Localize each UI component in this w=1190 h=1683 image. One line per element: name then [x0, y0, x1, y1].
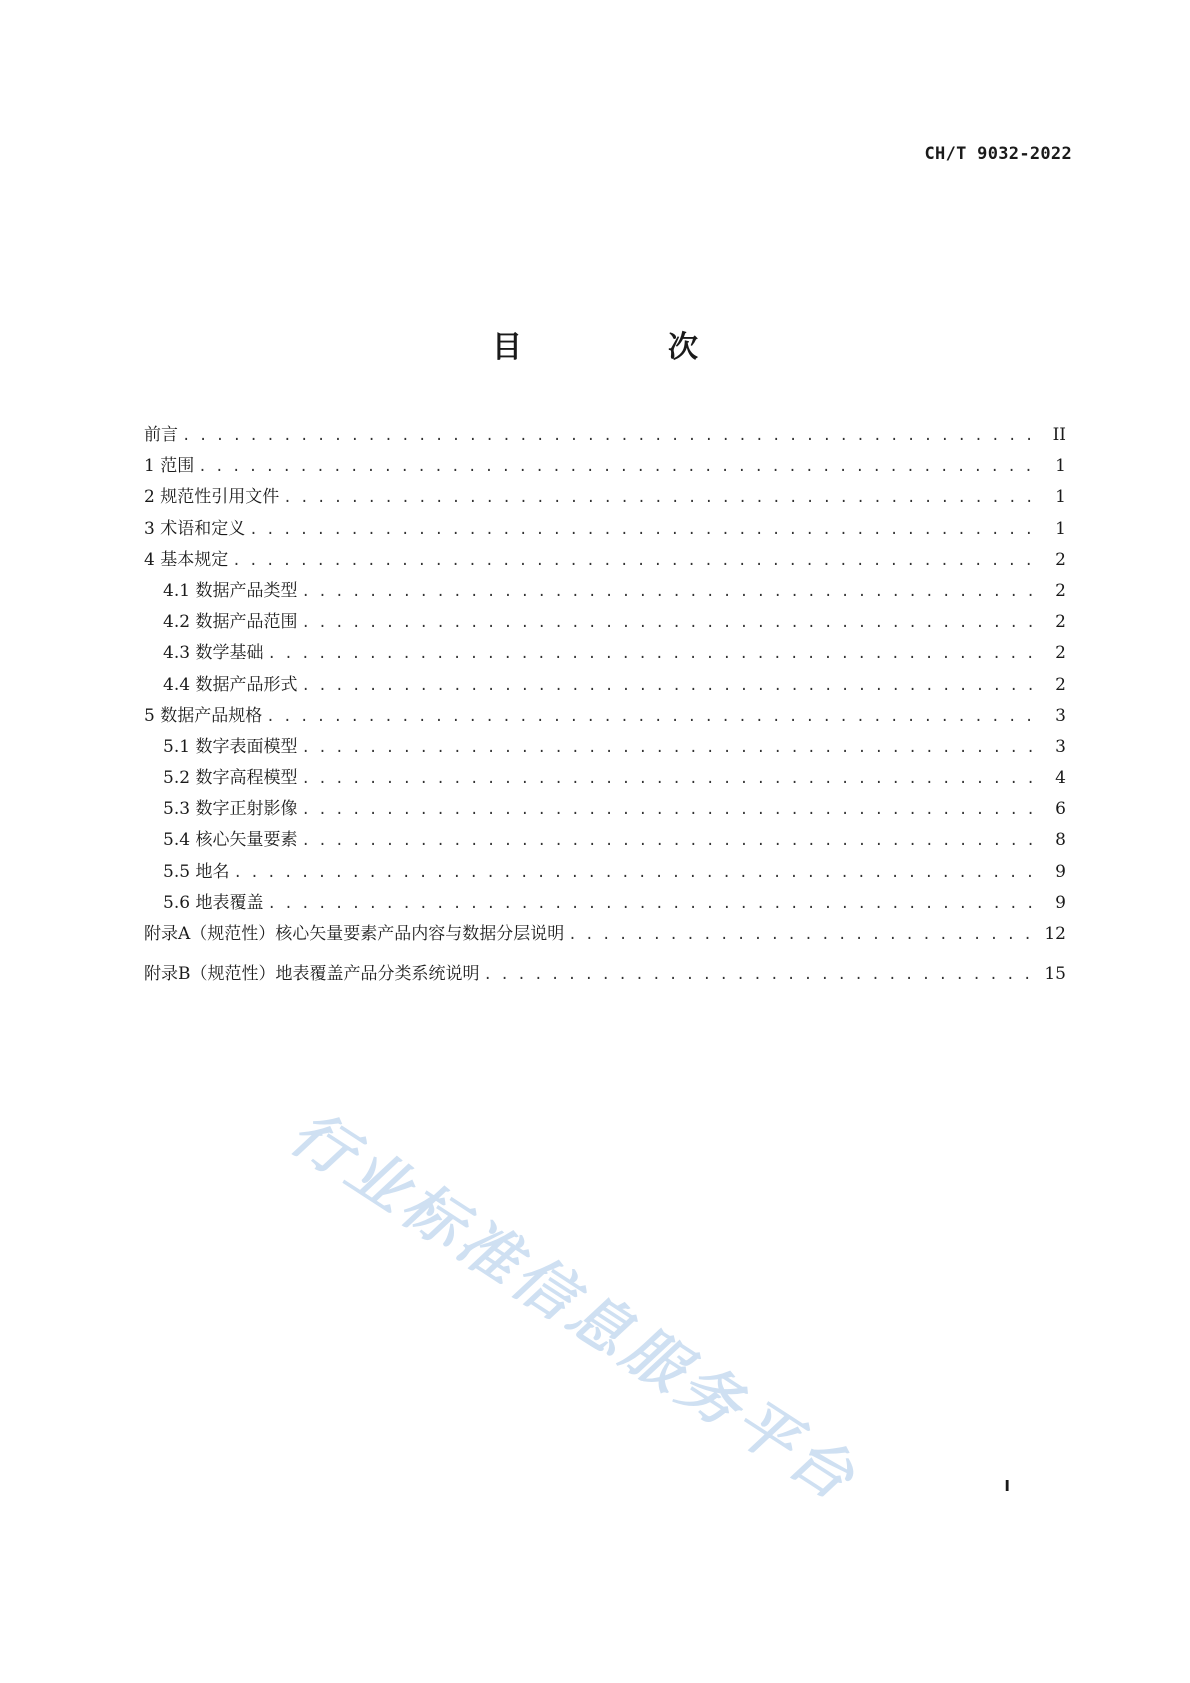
toc-entry-page: 2 [1055, 643, 1066, 664]
toc-dot-leader [198, 459, 1042, 475]
toc-entry-page: 2 [1055, 549, 1066, 570]
toc-entry-label: 5.5 地名 [163, 861, 230, 882]
toc-entry-page: 9 [1055, 892, 1066, 913]
toc-entry[interactable] [144, 825, 1066, 856]
toc-entry-page: 2 [1055, 580, 1066, 601]
toc-entry-page: 1 [1055, 456, 1066, 477]
toc-dot-leader [301, 740, 1042, 756]
page-title: 目 次 [492, 330, 756, 365]
toc-entry-page: 4 [1055, 768, 1066, 789]
watermark: 行业标准信息服务平台 [278, 1097, 870, 1517]
toc-entry[interactable] [144, 482, 1066, 513]
toc-entry-label: 1 范围 [144, 456, 195, 477]
toc-dot-leader [301, 615, 1042, 631]
toc-entry-label: 4.3 数学基础 [163, 643, 264, 664]
toc-entry-label: 3 术语和定义 [144, 518, 246, 539]
toc-entry-label: 5.1 数字表面模型 [163, 736, 298, 757]
toc-dot-leader [267, 896, 1042, 912]
toc-entry[interactable] [144, 857, 1066, 888]
toc-entry-label: 附录A（规范性）核心矢量要素产品内容与数据分层说明 [144, 924, 565, 944]
toc-entry[interactable] [144, 888, 1066, 919]
toc-entry[interactable] [144, 545, 1066, 576]
toc-entry-page: 15 [1044, 964, 1066, 984]
toc-entry-label: 5.2 数字高程模型 [163, 768, 298, 789]
toc-entry-page: 3 [1055, 705, 1066, 726]
toc-entry[interactable] [144, 514, 1066, 545]
toc-entry[interactable] [144, 638, 1066, 669]
page-number: I [1004, 1477, 1010, 1495]
toc-dot-leader [301, 678, 1042, 694]
toc-entry[interactable] [144, 763, 1066, 794]
toc-entry-page: 6 [1055, 799, 1066, 820]
toc-entry[interactable] [144, 670, 1066, 701]
toc-entry-page: 1 [1055, 487, 1066, 508]
toc-dot-leader [301, 833, 1042, 849]
toc-entry[interactable] [144, 420, 1066, 451]
toc-entry-page: 12 [1044, 924, 1066, 944]
toc-dot-leader [233, 865, 1042, 881]
toc-entry-page: 9 [1055, 861, 1066, 882]
toc-entry-page: 3 [1055, 736, 1066, 757]
toc-entry-page: 1 [1055, 518, 1066, 539]
toc-entry-label: 5.4 核心矢量要素 [163, 830, 298, 851]
toc-entry-label: 前言 [144, 425, 178, 445]
toc-dot-leader [182, 428, 1042, 444]
toc-dot-leader [301, 802, 1042, 818]
toc-entry-label: 4.2 数据产品范围 [163, 612, 298, 633]
toc-entry-label: 5 数据产品规格 [144, 705, 263, 726]
toc-entry-page: 2 [1055, 674, 1066, 695]
toc-entry-page: II [1052, 425, 1066, 445]
toc-entry-page: 8 [1055, 830, 1066, 851]
toc-entry[interactable] [144, 451, 1066, 482]
standard-code: CH/T 9032-2022 [924, 144, 1072, 164]
toc-entry-label: 5.3 数字正射影像 [163, 799, 298, 820]
toc-entry-label: 5.6 地表覆盖 [163, 892, 264, 913]
toc-dot-leader [266, 709, 1042, 725]
toc-entry[interactable] [144, 732, 1066, 763]
toc-dot-leader [484, 967, 1035, 983]
toc-dot-leader [301, 771, 1042, 787]
toc-entry[interactable] [144, 919, 1066, 959]
toc-dot-leader [267, 646, 1042, 662]
toc-entry-label: 4.4 数据产品形式 [163, 674, 298, 695]
toc-entry-label: 2 规范性引用文件 [144, 487, 280, 508]
table-of-contents [144, 420, 1066, 999]
toc-entry-label: 4 基本规定 [144, 549, 229, 570]
toc-dot-leader [232, 553, 1042, 569]
toc-entry-label: 附录B（规范性）地表覆盖产品分类系统说明 [144, 964, 480, 984]
toc-dot-leader [283, 490, 1042, 506]
toc-entry-page: 2 [1055, 612, 1066, 633]
toc-dot-leader [568, 927, 1034, 943]
toc-entry-label: 4.1 数据产品类型 [163, 580, 298, 601]
toc-entry[interactable] [144, 794, 1066, 825]
toc-dot-leader [249, 522, 1042, 538]
toc-entry[interactable] [144, 959, 1066, 999]
toc-dot-leader [301, 584, 1042, 600]
toc-entry[interactable] [144, 576, 1066, 607]
toc-entry[interactable] [144, 701, 1066, 732]
toc-entry[interactable] [144, 607, 1066, 638]
